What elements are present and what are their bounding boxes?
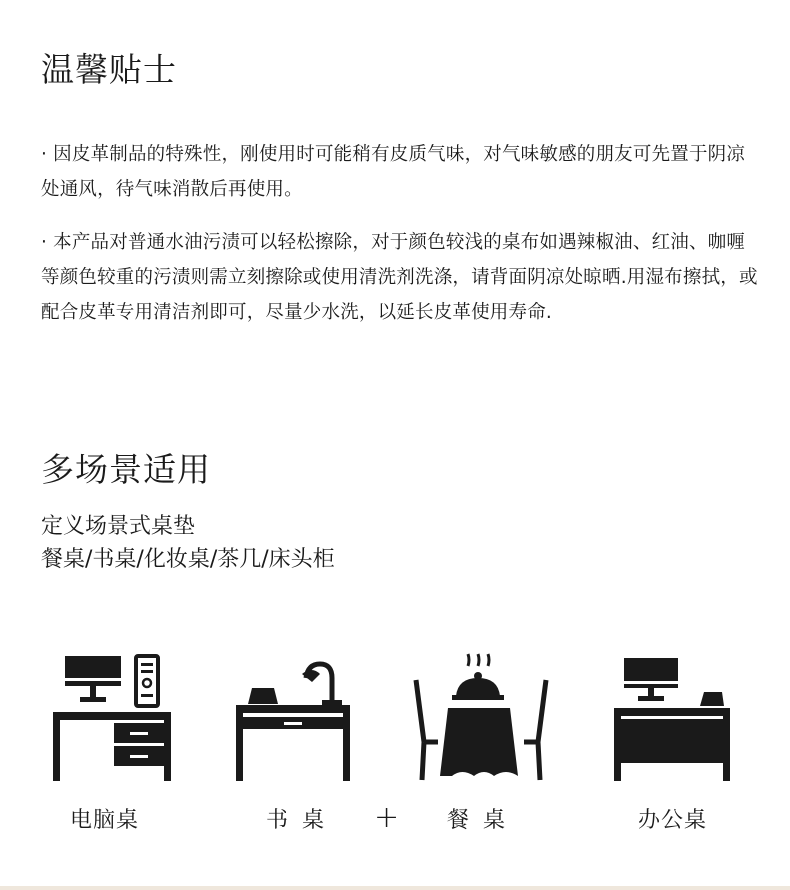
scenes-subtitle-2: 餐桌/书桌/化妆桌/茶几/床头柜: [41, 547, 335, 572]
scenes-title: 多场景适用: [41, 450, 211, 489]
plus-sign: +: [374, 800, 401, 835]
dining-table-icon: [412, 652, 552, 786]
office-desk-label: 办公桌: [638, 808, 708, 833]
computer-desk-icon: [50, 652, 180, 784]
tip-text-1: · 因皮革制品的特殊性，刚使用时可能稍有皮质气味，对气味敏感的朋友可先置于阴凉处通风，待气味消散后再使用。: [41, 144, 746, 200]
computer-desk-label: 电脑桌: [70, 808, 140, 833]
study-desk-label: 书桌: [266, 808, 339, 833]
dining-table-label: 餐桌: [447, 808, 520, 833]
study-desk-icon: [234, 652, 356, 784]
bottom-divider: [0, 886, 790, 890]
office-desk-icon: [612, 652, 740, 784]
scenes-subtitle-1: 定义场景式桌垫: [41, 514, 196, 539]
tips-title: 温馨贴士: [41, 50, 177, 89]
tip-text-2: · 本产品对普通水油污渍可以轻松擦除，对于颜色较浅的桌布如遇辣椒油、红油、咖喱等颜色较重的污渍则需立刻擦除或使用清洗剂洗涤，请背面阴凉处晾晒.用湿布擦拭，或配合皮革专用清洁剂即可，尽量少水洗，以延长皮革使用寿命.: [41, 232, 758, 323]
